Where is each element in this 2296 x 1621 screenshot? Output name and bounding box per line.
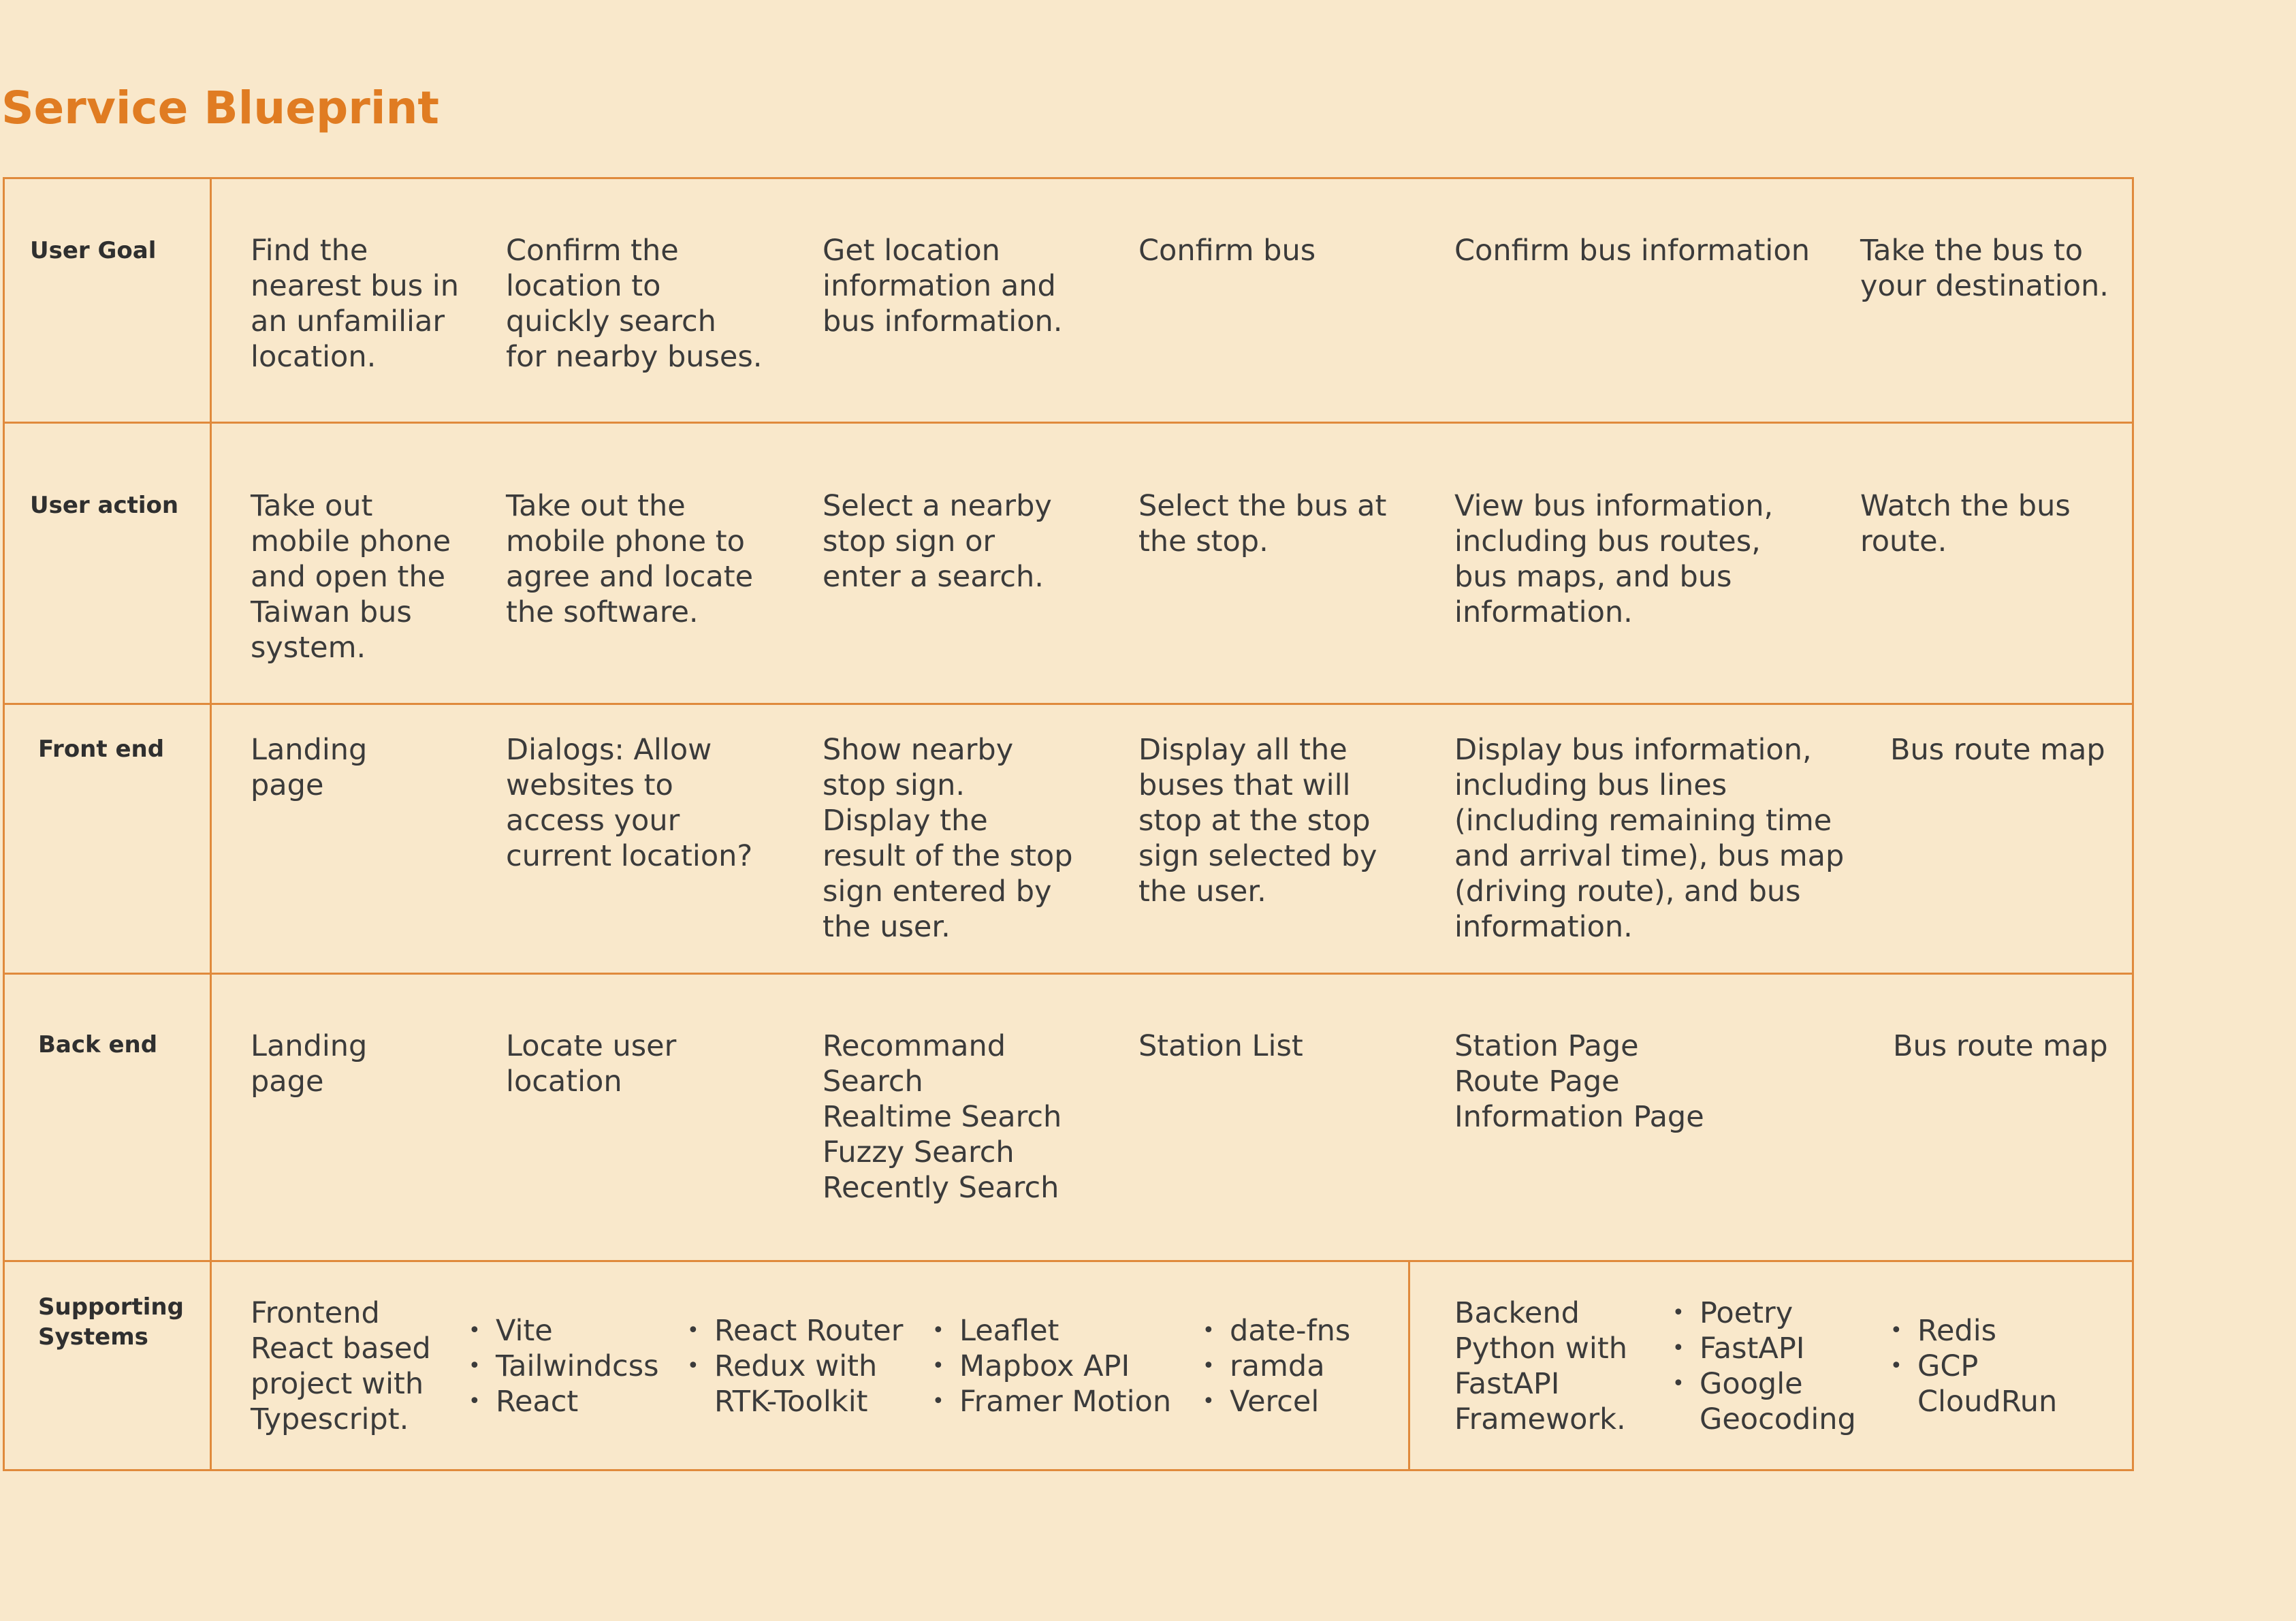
back-end-cell: Landing page	[251, 1029, 368, 1099]
backend-description: Backend Python with FastAPI Framework.	[1454, 1296, 1627, 1436]
row-label-back-end: Back end	[38, 1031, 158, 1058]
user-action-cell: Select a nearby stop sign or enter a search.	[823, 489, 1052, 594]
row-label-user-goal: User Goal	[30, 237, 157, 264]
list-item: • Vercel	[1202, 1384, 1350, 1419]
list-item: • date-fns	[1202, 1313, 1350, 1349]
front-end-cell: Bus route map	[1890, 733, 2105, 767]
user-action-cell: View bus information, including bus routes, bus maps, and bus information.	[1454, 489, 1774, 629]
list-item: • Poetry	[1672, 1295, 1856, 1331]
label-column-divider	[210, 177, 212, 1471]
user-action-cell: Take out the mobile phone to agree and locate the software.	[506, 489, 754, 629]
user-goal-cell: Confirm bus	[1138, 234, 1316, 268]
page-title: Service Blueprint	[1, 82, 439, 134]
row-divider	[3, 703, 2134, 705]
user-action-cell: Select the bus at the stop.	[1138, 489, 1387, 558]
frontend-tool-list	[468, 1313, 659, 1419]
frontend-tool-list	[932, 1313, 1171, 1419]
row-divider	[3, 422, 2134, 424]
list-item: • Leaflet	[932, 1313, 1171, 1349]
back-end-cell: Station List	[1138, 1029, 1303, 1063]
back-end-cell: Recommand Search Realtime Search Fuzzy Search Recently Search	[823, 1029, 1062, 1205]
user-goal-cell: Take the bus to your destination.	[1860, 234, 2109, 303]
list-item: • Redis	[1890, 1313, 2057, 1349]
back-end-cell: Bus route map	[1893, 1029, 2108, 1063]
list-item: • Vite	[468, 1313, 659, 1349]
list-item: • GCP CloudRun	[1890, 1349, 2057, 1419]
user-goal-cell: Confirm the location to quickly search for nearby buses.	[506, 234, 763, 374]
back-end-cell: Station Page Route Page Information Page	[1454, 1029, 1704, 1134]
backend-tool-list	[1672, 1295, 1856, 1437]
frontend-tool-list	[687, 1313, 903, 1419]
supporting-divider	[1408, 1260, 1410, 1471]
list-item: • React	[468, 1384, 659, 1419]
row-label-user-action: User action	[30, 492, 179, 519]
row-divider	[3, 973, 2134, 975]
front-end-cell: Show nearby stop sign. Display the result of the stop sign entered by the user.	[823, 733, 1073, 944]
list-item: • Redux with RTK-Toolkit	[687, 1349, 903, 1419]
row-label-supporting-systems: Supporting Systems	[38, 1293, 184, 1351]
user-goal-cell: Find the nearest bus in an unfamiliar location.	[251, 234, 459, 374]
row-label-front-end: Front end	[38, 736, 165, 763]
user-action-cell: Watch the bus route.	[1860, 489, 2071, 558]
front-end-cell: Landing page	[251, 733, 368, 802]
front-end-cell: Dialogs: Allow websites to access your current location?	[506, 733, 753, 873]
list-item: • Framer Motion	[932, 1384, 1171, 1419]
list-item: • ramda	[1202, 1349, 1350, 1384]
list-item: • FastAPI	[1672, 1331, 1856, 1366]
front-end-cell: Display all the buses that will stop at the stop sign selected by the user.	[1138, 733, 1377, 909]
list-item: • Google Geocoding	[1672, 1366, 1856, 1437]
backend-tool-list	[1890, 1313, 2057, 1419]
user-goal-cell: Confirm bus information	[1454, 234, 1810, 268]
frontend-tool-list	[1202, 1313, 1350, 1419]
list-item: • React Router	[687, 1313, 903, 1349]
back-end-cell: Locate user location	[506, 1029, 677, 1099]
list-item: • Mapbox API	[932, 1349, 1171, 1384]
front-end-cell: Display bus information, including bus lines (including remaining time and arrival time), bus map (driving route), and bus information.	[1454, 733, 1845, 944]
user-action-cell: Take out mobile phone and open the Taiwan bus system.	[251, 489, 451, 665]
user-goal-cell: Get location information and bus information.	[823, 234, 1063, 339]
frontend-description: Frontend React based project with Typescript.	[251, 1296, 431, 1436]
row-divider	[3, 1260, 2134, 1262]
list-item: • Tailwindcss	[468, 1349, 659, 1384]
